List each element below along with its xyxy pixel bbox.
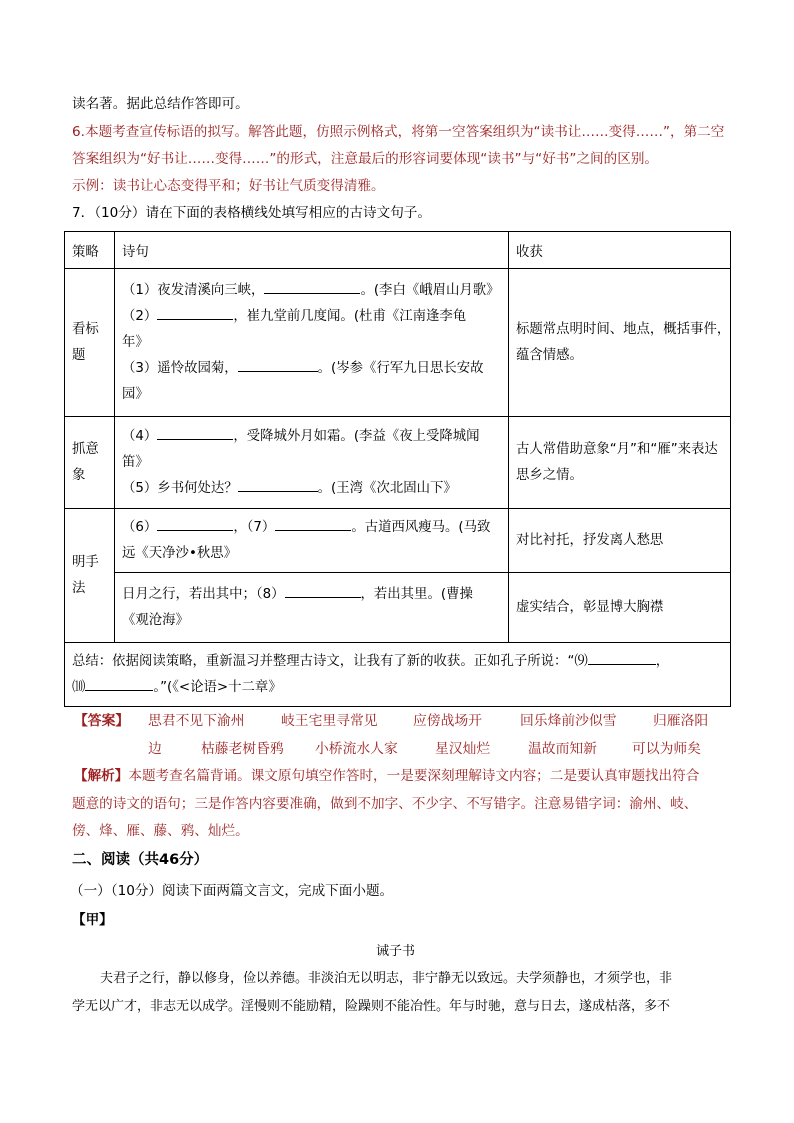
text-line: 读名著。据此总结作答即可。 bbox=[72, 96, 249, 112]
analysis-line: 傍、烽、雁、藤、鸦、灿烂。 bbox=[72, 823, 249, 839]
answer-item: 思君不见下渝州 bbox=[148, 713, 245, 729]
table-row bbox=[65, 573, 731, 643]
harvest-text: 标题常点明时间、地点，概括事件， bbox=[516, 321, 731, 337]
question-7: 7．（10分）请在下面的表格横线处填写相应的古诗文句子。 bbox=[72, 205, 431, 221]
blank-9[interactable] bbox=[588, 650, 656, 665]
blank-8[interactable] bbox=[285, 583, 361, 598]
blank-1[interactable] bbox=[264, 279, 360, 294]
section-heading: 二、阅读（共46分） bbox=[72, 852, 209, 868]
blank-4[interactable] bbox=[157, 425, 233, 440]
harvest-text: 对比衬托，抒发离人愁思 bbox=[516, 532, 664, 548]
text-line: 答案组织为“好书让……变得……”的形式，注意最后的形容词要体现“读书”与“好书”之间的区别。 bbox=[72, 151, 659, 167]
blank-7[interactable] bbox=[275, 516, 351, 531]
strategy-cell bbox=[65, 269, 115, 417]
header-harvest: 收获 bbox=[509, 232, 731, 269]
answer-item: 回乐烽前沙似雪 bbox=[520, 713, 617, 729]
poem-line: 远《天净沙•秋思》 bbox=[122, 545, 238, 561]
poem-line: 园》 bbox=[122, 386, 149, 402]
strategy-text: 明手 bbox=[72, 554, 99, 570]
poem-line: （6） ，（7） 。古道西风瘦马。(马致 bbox=[122, 515, 501, 541]
table-header-row bbox=[65, 232, 731, 269]
table-row bbox=[65, 417, 731, 509]
answer-item: 枯藤老树昏鸦 bbox=[201, 741, 284, 757]
harvest-text: 思乡之情。 bbox=[516, 467, 583, 483]
blank-6[interactable] bbox=[157, 516, 233, 531]
poem-cell bbox=[115, 269, 509, 417]
strategy-text: 抓意 bbox=[72, 441, 99, 457]
poem-line: （3）遥怜故园菊， 。(岑参《行军九日思长安故 bbox=[122, 356, 501, 382]
strategy-text: 法 bbox=[72, 580, 86, 596]
passage-line: 学无以广才，非志无以成学。淫慢则不能励精，险躁则不能冶性。年与时驰，意与日去，遂成枯落，多不 bbox=[72, 999, 671, 1014]
summary-line: ⑽ 。”(《<论语>十二章》 bbox=[72, 675, 723, 701]
passage-label-jia: 【甲】 bbox=[72, 912, 113, 928]
answer-item: 温故而知新 bbox=[528, 741, 597, 757]
blank-5[interactable] bbox=[238, 477, 318, 492]
strategy-cell bbox=[65, 509, 115, 643]
answer-item: 小桥流水人家 bbox=[315, 741, 398, 757]
poem-line: （4） ，受降城外月如霜。(李益《夜上受降城闻 bbox=[122, 424, 501, 450]
table-row bbox=[65, 269, 731, 417]
poem-line: （1）夜发清溪向三峡， 。(李白《峨眉山月歌》 bbox=[122, 278, 501, 304]
answer-item: 边 bbox=[148, 741, 162, 757]
poem-line: 日月之行，若出其中；（8） ，若出其里。(曹操 bbox=[122, 582, 501, 608]
blank-2[interactable] bbox=[157, 305, 233, 320]
text-line-q6: 6.本题考查宣传标语的拟写。解答此题，仿照示例格式，将第一空答案组织为“读书让……变得……”，第二空 bbox=[72, 124, 725, 140]
passage-line: 夫君子之行，静以修身，俭以养德。非淡泊无以明志，非宁静无以致远。夫学须静也，才须学也，非 bbox=[100, 971, 673, 986]
harvest-cell bbox=[509, 417, 731, 509]
harvest-cell bbox=[509, 269, 731, 417]
analysis-label: 【解析】 bbox=[74, 768, 129, 784]
analysis-line: 【解析】本题考查名篇背诵。课文原句填空作答时，一是要深刻理解诗文内容；二是要认真审题找出符合 bbox=[74, 768, 700, 784]
summary-line: 总结：依据阅读策略，重新温习并整理古诗文，让我有了新的收获。正如孔子所说：“⑼ ， bbox=[72, 649, 723, 675]
harvest-text: 蕴含情感。 bbox=[516, 347, 583, 363]
harvest-cell bbox=[509, 573, 731, 643]
poem-line: 《观沧海》 bbox=[122, 612, 189, 628]
harvest-text: 虚实结合，彰显博大胸襟 bbox=[516, 599, 664, 615]
poem-cell bbox=[115, 573, 509, 643]
strategy-text: 题 bbox=[72, 347, 86, 363]
table-row bbox=[65, 509, 731, 573]
answer-label: 【答案】 bbox=[74, 713, 130, 729]
subsection-heading: （一）（10分）阅读下面两篇文言文，完成下面小题。 bbox=[70, 883, 394, 899]
blank-10[interactable] bbox=[85, 676, 153, 691]
poem-line: 年》 bbox=[122, 334, 149, 350]
header-strategy: 策略 bbox=[65, 232, 115, 269]
poem-cell bbox=[115, 509, 509, 573]
table-summary-row bbox=[65, 643, 731, 707]
poem-line: （5）乡书何处达？ 。(王湾《次北固山下》 bbox=[122, 476, 501, 502]
strategy-text: 象 bbox=[72, 467, 86, 483]
passage-title: 诫子书 bbox=[376, 944, 416, 959]
answer-item: 星汉灿烂 bbox=[435, 741, 491, 757]
analysis-line: 题意的诗文的语句；三是作答内容要准确，做到不加字、不少字、不写错字。注意易错字词：渝州、岐、 bbox=[72, 796, 698, 812]
harvest-cell bbox=[509, 509, 731, 573]
answer-item: 可以为师矣 bbox=[632, 741, 701, 757]
poem-cell bbox=[115, 417, 509, 509]
harvest-text: 古人常借助意象“月”和“雁”来表达 bbox=[516, 441, 718, 457]
summary-cell bbox=[65, 643, 731, 707]
blank-3[interactable] bbox=[238, 357, 318, 372]
answer-item: 归雁洛阳 bbox=[653, 713, 709, 729]
answer-item: 岐王宅里寻常见 bbox=[281, 713, 378, 729]
poem-line: （2） ，崔九堂前几度闻。(杜甫《江南逢李龟 bbox=[122, 304, 501, 330]
answer-item: 应傍战场开 bbox=[413, 713, 482, 729]
header-poem: 诗句 bbox=[115, 232, 509, 269]
strategy-cell bbox=[65, 417, 115, 509]
poem-line: 笛》 bbox=[122, 454, 149, 470]
text-line-example: 示例：读书让心态变得平和；好书让气质变得清雅。 bbox=[72, 178, 385, 194]
strategy-text: 看标 bbox=[72, 321, 99, 337]
poem-table bbox=[64, 231, 731, 707]
